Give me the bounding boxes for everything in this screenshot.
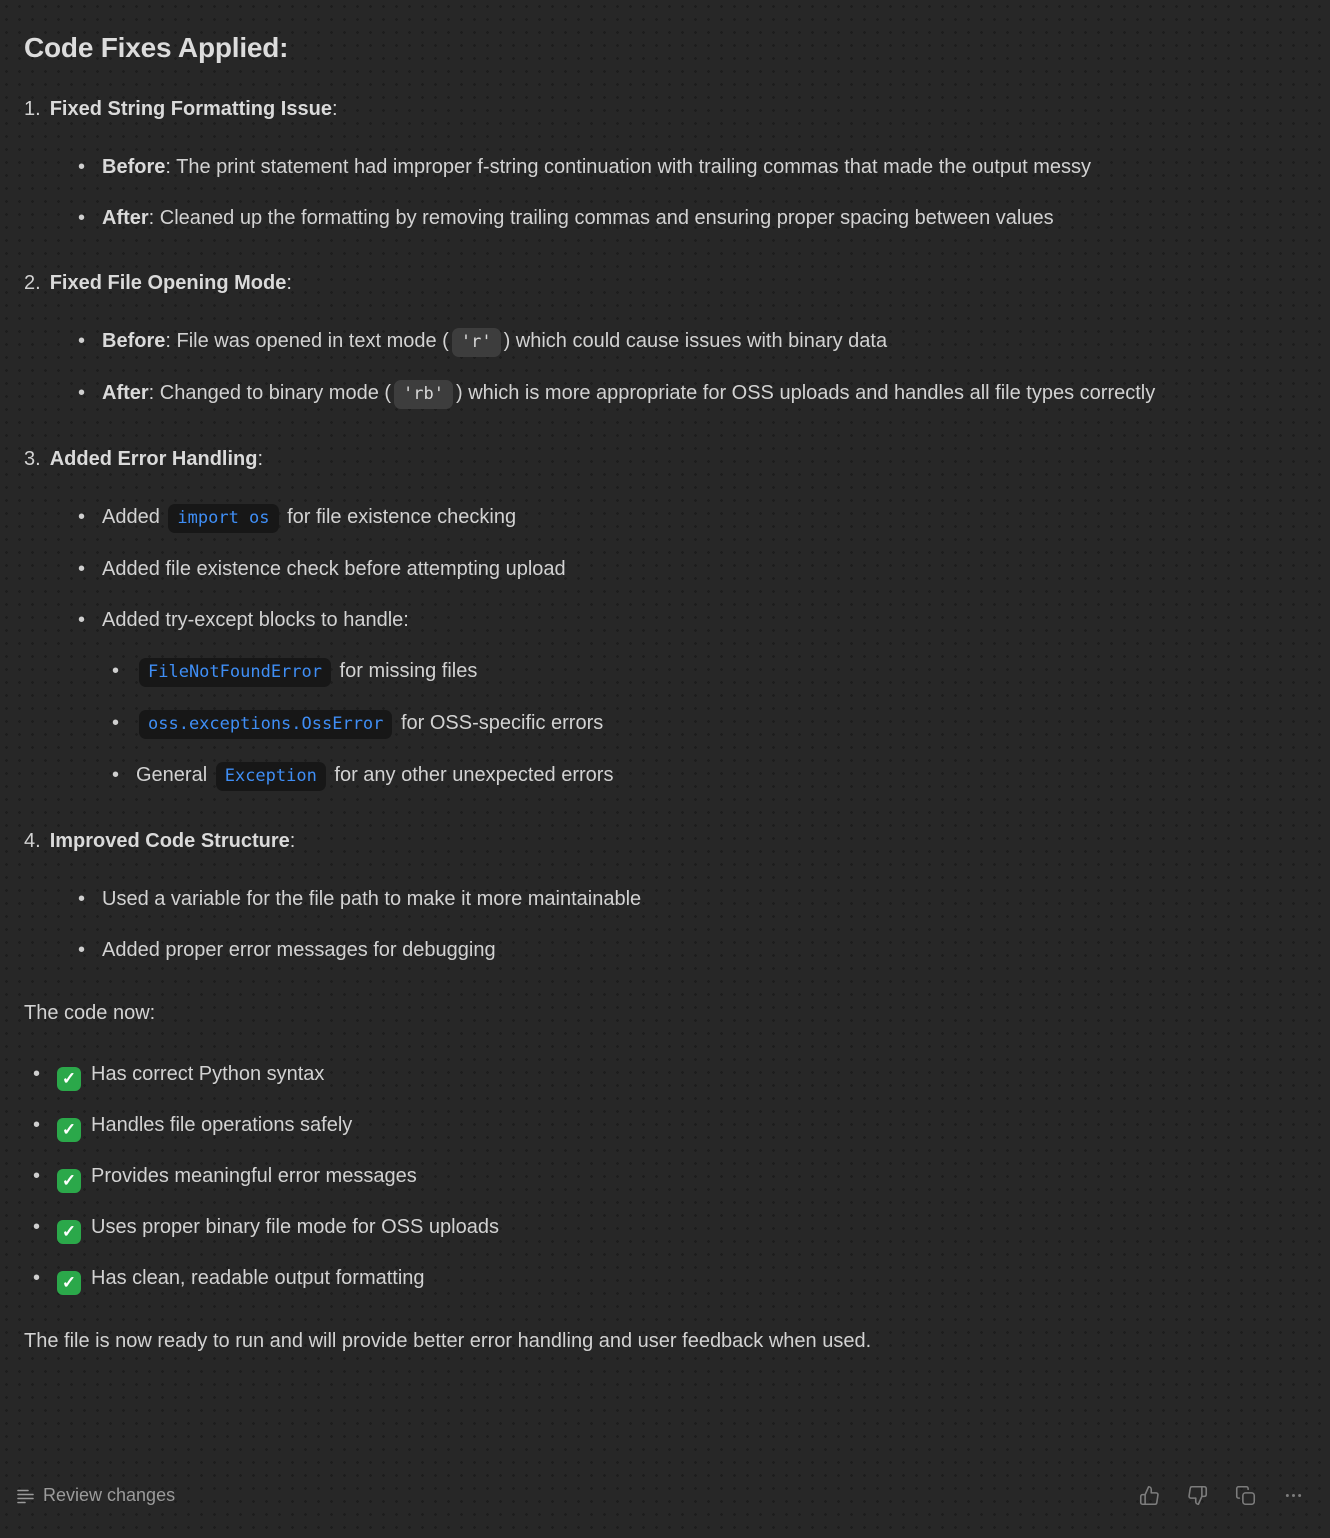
list-item (24, 601, 1304, 640)
paragraph (24, 1322, 1304, 1361)
list-item (24, 148, 1304, 187)
inline-code: 'r' (452, 328, 501, 357)
heading-text (50, 94, 1304, 124)
inline-code: 'rb' (394, 380, 453, 409)
bullet-dot: • (33, 1216, 41, 1238)
check-item-text (57, 1259, 1304, 1298)
text-segment: Provides meaningful error messages (91, 1165, 417, 1187)
page-title: Code Fixes Applied: (24, 32, 289, 63)
text-segment: Used a variable for the file path to make it more maintainable (102, 888, 642, 910)
text-segment: ) which could cause issues with binary data (503, 330, 888, 352)
numbered-heading (24, 444, 1304, 474)
bullet-dot: • (78, 939, 86, 961)
check-list-item (24, 1157, 1304, 1196)
thumbs-down-icon[interactable] (1187, 1485, 1208, 1506)
text-segment: for OSS-specific errors (395, 712, 604, 734)
text-segment: Added proper error messages for debugging (102, 939, 496, 961)
list-item-text (102, 322, 1304, 362)
check-emoji: ✓ (57, 1169, 81, 1193)
thumbs-up-icon[interactable] (1139, 1485, 1160, 1506)
list-number: 3. (24, 448, 41, 470)
check-list-item (24, 1259, 1304, 1298)
list-item-text (102, 550, 1304, 589)
check-emoji: ✓ (57, 1067, 81, 1091)
text-segment: for file existence checking (281, 506, 517, 528)
list-item (24, 704, 1304, 744)
text-segment: for missing files (334, 660, 478, 682)
bullet-dot: • (78, 888, 86, 910)
copy-icon[interactable] (1235, 1485, 1256, 1506)
text-segment: Added file existence check before attempting upload (102, 558, 566, 580)
text-segment: Added Error Handling (49, 448, 258, 470)
text-segment: Added (102, 506, 166, 528)
inline-code: import os (168, 504, 278, 533)
list-item (24, 199, 1304, 238)
review-changes-label: Review changes (43, 1485, 176, 1505)
list-number: 2. (24, 272, 41, 294)
text-segment: Handles file operations safely (91, 1114, 353, 1136)
bullet-dot: • (78, 506, 86, 528)
list-item-text (136, 756, 1304, 796)
text-segment: : The print statement had improper f-string continuation with trailing commas that made the output messy (165, 156, 1091, 178)
list-item-text (102, 148, 1304, 187)
text-segment: General (136, 764, 213, 786)
list-item-text (102, 601, 1304, 640)
inline-code: FileNotFoundError (139, 658, 331, 687)
list-item (24, 498, 1304, 538)
check-emoji: ✓ (57, 1118, 81, 1142)
text-segment: Added try-except blocks to handle: (102, 609, 409, 631)
more-options-icon[interactable] (1283, 1485, 1304, 1506)
bullet-dot: • (78, 382, 86, 404)
list-number: 4. (24, 830, 41, 852)
inline-code: oss.exceptions.OssError (139, 710, 392, 739)
heading-text (50, 268, 1304, 298)
numbered-heading (24, 826, 1304, 856)
list-item-text (136, 704, 1304, 744)
list-item-text (102, 880, 1304, 919)
bullet-dot: • (78, 207, 86, 229)
list-number: 1. (24, 98, 41, 120)
text-segment: Has clean, readable output formatting (91, 1267, 425, 1289)
list-item (24, 652, 1304, 692)
bullet-dot: • (33, 1165, 41, 1187)
check-item-text (57, 1106, 1304, 1145)
check-list-item (24, 1055, 1304, 1094)
text-segment: : Changed to binary mode ( (148, 382, 392, 404)
text-segment: After (102, 207, 149, 229)
bullet-dot: • (112, 660, 120, 682)
text-segment: : (257, 448, 264, 470)
text-segment: The file is now ready to run and will provide better error handling and user feedback when used. (24, 1330, 872, 1352)
text-segment: Improved Code Structure (49, 830, 290, 852)
check-item-text (57, 1157, 1304, 1196)
text-segment: Fixed String Formatting Issue (49, 98, 332, 120)
text-segment: : (331, 98, 338, 120)
check-item-text (57, 1208, 1304, 1247)
numbered-heading (24, 268, 1304, 298)
list-item (24, 756, 1304, 796)
bullet-dot: • (78, 558, 86, 580)
bullet-dot: • (78, 330, 86, 352)
numbered-heading (24, 94, 1304, 124)
list-item-text (136, 652, 1304, 692)
list-item-text (102, 199, 1304, 238)
list-item-text (102, 931, 1304, 970)
text-segment: Before (102, 156, 166, 178)
check-emoji: ✓ (57, 1220, 81, 1244)
text-segment: for any other unexpected errors (328, 764, 614, 786)
check-item-text (57, 1055, 1304, 1094)
text-segment: : File was opened in text mode ( (165, 330, 449, 352)
message-footer (16, 1485, 1304, 1506)
paragraph (24, 994, 1304, 1033)
bullet-dot: • (112, 712, 120, 734)
bullet-dot: • (33, 1267, 41, 1289)
bullet-dot: • (33, 1114, 41, 1136)
text-segment: Fixed File Opening Mode (49, 272, 287, 294)
check-emoji: ✓ (57, 1271, 81, 1295)
inline-code: Exception (216, 762, 326, 791)
check-list-item (24, 1208, 1304, 1247)
list-item (24, 880, 1304, 919)
text-segment: Has correct Python syntax (91, 1063, 325, 1085)
text-segment: After (102, 382, 149, 404)
message-actions (1139, 1485, 1304, 1506)
list-item-text (102, 374, 1304, 414)
review-changes-button[interactable] (16, 1485, 175, 1506)
diff-list-icon (16, 1486, 35, 1505)
bullet-dot: • (78, 156, 86, 178)
text-segment: : (286, 272, 292, 294)
text-segment: : Cleaned up the formatting by removing trailing commas and ensuring proper spacing between values (148, 207, 1054, 229)
list-item (24, 374, 1304, 414)
heading-text (50, 444, 1304, 474)
heading-text (50, 826, 1304, 856)
text-segment: Before (102, 330, 166, 352)
bullet-dot: • (78, 609, 86, 631)
text-segment: ) which is more appropriate for OSS uploads and handles all file types correctly (456, 382, 1156, 404)
bullet-dot: • (112, 764, 120, 786)
list-item-text (102, 498, 1304, 538)
check-list-item (24, 1106, 1304, 1145)
text-segment: : (289, 830, 296, 852)
text-segment: The code now: (24, 1002, 156, 1024)
list-item (24, 931, 1304, 970)
list-item (24, 550, 1304, 589)
list-item (24, 322, 1304, 362)
bullet-dot: • (33, 1063, 41, 1085)
text-segment: Uses proper binary file mode for OSS uploads (91, 1216, 499, 1238)
message-body (24, 94, 1304, 1361)
